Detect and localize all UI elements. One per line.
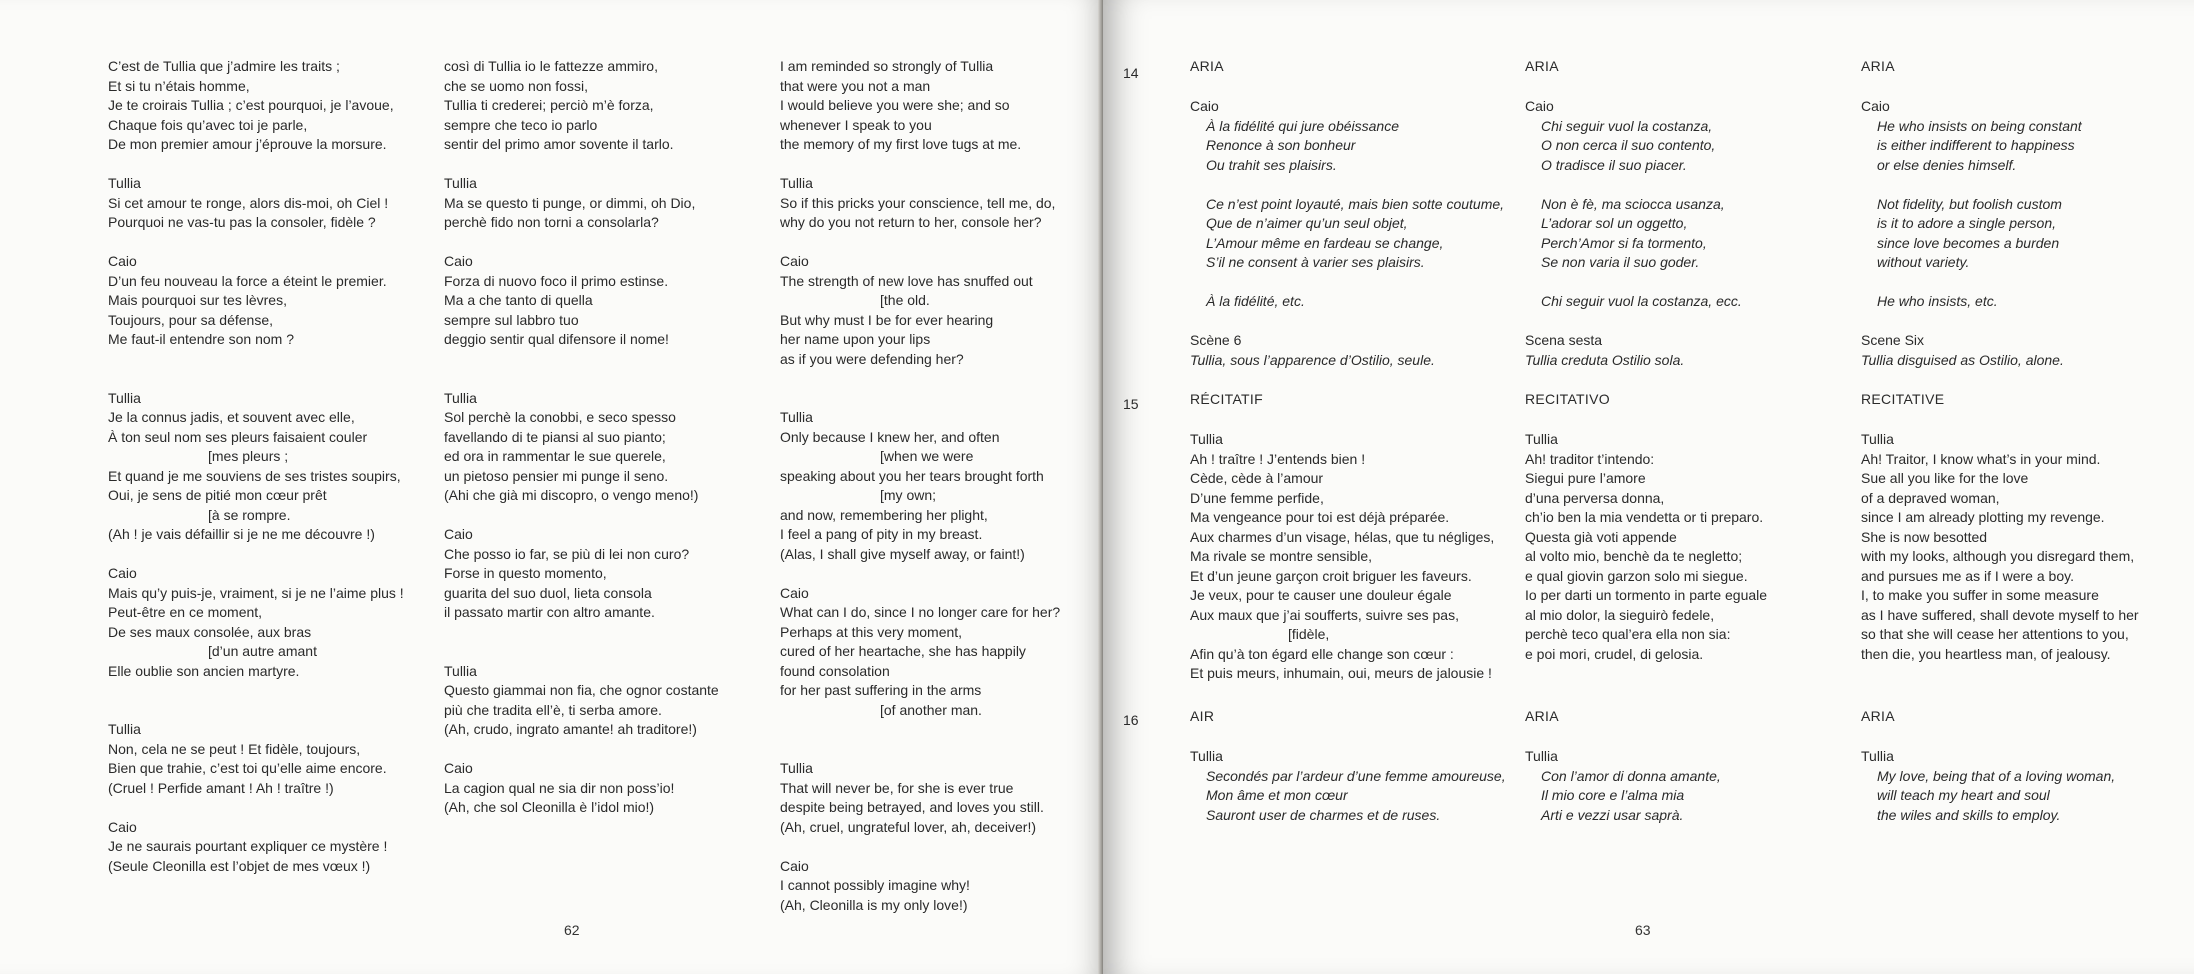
verse-line: despite being betrayed, and loves you still. xyxy=(780,799,1044,815)
verse-line: What can I do, since I no longer care for her? xyxy=(780,604,1061,620)
verse-line: Mais pourquoi sur tes lèvres, xyxy=(108,292,287,308)
verse-line: Pourquoi ne vas-tu pas la consoler, fidèle ? xyxy=(108,214,376,230)
scene-title: Scène 6 xyxy=(1190,332,1242,348)
verse-line: Forza di nuovo foco il primo estinse. xyxy=(444,272,669,289)
verse-line: Only because I knew her, and often xyxy=(780,428,1000,445)
aria-heading: ARIA xyxy=(1861,58,1895,74)
scene-direction: Tullia disguised as Ostilio, alone. xyxy=(1861,351,2064,368)
verse-line: (Alas, I shall give myself away, or faint!) xyxy=(780,545,1025,562)
recitative-line: with my looks, although you disregard them, xyxy=(1861,548,2135,564)
recitative-line: e qual giovin garzon solo mi siegue. xyxy=(1525,567,1748,584)
text-block xyxy=(1861,747,2115,825)
speaker-name: Caio xyxy=(444,253,473,269)
aria-reprise: À la fidélité, etc. xyxy=(1206,293,1305,309)
verse-line: più che tradita ell’è, ti serba amore. xyxy=(444,701,662,718)
spacer xyxy=(444,155,719,175)
speaker-name: Tullia xyxy=(780,175,813,191)
spacer xyxy=(444,506,719,526)
verse-line: So if this pricks your conscience, tell me, do, xyxy=(780,194,1056,211)
verse-line: Je ne saurais pourtant expliquer ce mystère ! xyxy=(108,838,388,854)
verse-line: (Ah, cruel, ungrateful lover, ah, deceiver!) xyxy=(780,818,1037,835)
track-number-15: 15 xyxy=(1123,396,1139,412)
speaker-name: Tullia xyxy=(108,175,141,191)
air-heading: AIR xyxy=(1190,708,1215,724)
spacer xyxy=(108,155,404,175)
verse-line: La cagion qual ne sia dir non poss’io! xyxy=(444,779,675,796)
spacer xyxy=(108,350,404,370)
recitative-line: I, to make you suffer in some measure xyxy=(1861,587,2099,603)
aria-verse-line: Ce n’est point loyauté, mais bien sotte coutume, xyxy=(1206,195,1505,212)
speaker-name: Caio xyxy=(780,584,809,601)
recitative-line: Et puis meurs, inhumain, oui, meurs de jalousie ! xyxy=(1190,665,1492,681)
spacer xyxy=(1190,273,1504,293)
verse-line: Bien que trahie, c’est toi qu’elle aime encore. xyxy=(108,760,387,776)
speaker-name: Caio xyxy=(780,857,809,874)
aria-heading: ARIA xyxy=(1190,58,1224,74)
spacer xyxy=(780,233,1060,253)
recitative-line: Sue all you like for the love xyxy=(1861,470,2029,486)
recitative-line: Ah! traditor t’intendo: xyxy=(1525,450,1655,467)
recitative-line: Je veux, pour te causer une douleur égale xyxy=(1190,587,1452,603)
verse-line: Forse in questo momento, xyxy=(444,565,607,581)
verse-line: [d’un autre amant xyxy=(208,643,317,659)
verse-line: Che posso io far, se più di lei non curo? xyxy=(444,545,690,562)
verse-line: Ma se questo ti punge, or dimmi, oh Dio, xyxy=(444,194,696,211)
verse-line: I am reminded so strongly of Tullia xyxy=(780,58,994,74)
verse-line: That will never be, for she is ever true xyxy=(780,779,1014,796)
aria-verse-line: Se non varia il suo goder. xyxy=(1541,254,1700,270)
verse-line: Toujours, pour sa défense, xyxy=(108,311,273,328)
verse-line: Je te croirais Tullia ; c’est pourquoi, je l’avoue, xyxy=(108,97,394,113)
air-speaker: Tullia xyxy=(1525,748,1558,764)
aria-verse-line: Ou trahit ses plaisirs. xyxy=(1206,156,1337,173)
aria-verse-line: or else denies himself. xyxy=(1877,156,2017,173)
air-verse-line: will teach my heart and soul xyxy=(1877,787,2050,803)
aria-verse-line: Renonce à son bonheur xyxy=(1206,137,1356,153)
text-block xyxy=(1525,97,1742,312)
verse-line: sentir del primo amor sovente il tarlo. xyxy=(444,136,674,152)
verse-line: (Ah, Cleonilla is my only love!) xyxy=(780,896,968,913)
text-block xyxy=(1525,331,1684,370)
french-column xyxy=(108,57,404,876)
verse-line: [when we were xyxy=(880,448,974,464)
spacer xyxy=(444,350,719,370)
text-block xyxy=(1525,747,1721,825)
verse-line: Oui, je sens de pitié mon cœur prêt xyxy=(108,487,327,503)
recitative-line: Ah! Traitor, I know what’s in your mind. xyxy=(1861,450,2101,467)
air-verse-line: Con l’amor di donna amante, xyxy=(1541,767,1721,784)
aria-verse-line: O non cerca il suo contento, xyxy=(1541,137,1716,153)
verse-line: (Ah ! je vais défaillir si je ne me découvre !) xyxy=(108,526,375,542)
text-block xyxy=(1190,331,1435,370)
verse-line: [the old. xyxy=(880,292,930,308)
speaker-name: Caio xyxy=(444,760,473,776)
scene-direction: Tullia creduta Ostilio sola. xyxy=(1525,351,1685,368)
aria-verse-line: Non è fè, ma sciocca usanza, xyxy=(1541,195,1725,212)
verse-line: found consolation xyxy=(780,662,890,679)
spacer xyxy=(1861,273,2082,293)
aria-verse-line: Perch’Amor si fa tormento, xyxy=(1541,234,1707,251)
recitative-line: al volto mio, benchè da te negletto; xyxy=(1525,548,1743,564)
aria-heading: ARIA xyxy=(1525,58,1559,74)
verse-line: [my own; xyxy=(880,487,937,503)
recitative-line: and pursues me as if I were a boy. xyxy=(1861,567,2074,584)
verse-line: [mes pleurs ; xyxy=(208,448,289,464)
spacer xyxy=(780,369,1060,389)
verse-line: D’un feu nouveau la force a éteint le premier. xyxy=(108,272,387,289)
speaker-name: Tullia xyxy=(780,409,813,425)
text-block xyxy=(1861,97,2082,312)
recitative-line: D’une femme perfide, xyxy=(1190,489,1324,506)
verse-line: why do you not return to her, console her? xyxy=(780,214,1042,230)
aria-speaker: Caio xyxy=(1861,98,1890,114)
spacer xyxy=(108,369,404,389)
verse-line: Et quand je me souviens de ses tristes soupirs, xyxy=(108,467,401,484)
recitative-line: [fidèle, xyxy=(1288,626,1330,642)
speaker-name: Caio xyxy=(108,565,137,581)
verse-line: À ton seul nom ses pleurs faisaient couler xyxy=(108,428,368,445)
spacer xyxy=(108,233,404,253)
air-verse-line: Il mio core e l’alma mia xyxy=(1541,787,1685,803)
recitative-line: e poi mori, crudel, di gelosia. xyxy=(1525,645,1704,662)
spacer xyxy=(444,740,719,760)
text-block xyxy=(1190,97,1504,312)
speaker-name: Caio xyxy=(108,253,137,269)
spacer xyxy=(108,701,404,721)
verse-line: sempre che teco io parlo xyxy=(444,116,598,133)
aria-verse-line: L’adorar sol un oggetto, xyxy=(1541,215,1688,231)
verse-line: ed ora in rammentar le sue querele, xyxy=(444,448,666,464)
verse-line: il passato martir con altro amante. xyxy=(444,604,655,620)
scene-title: Scene Six xyxy=(1861,332,1925,348)
verse-line: (Ahi che già mi discopro, o vengo meno!) xyxy=(444,487,699,503)
verse-line: guarita del suo duol, lieta consola xyxy=(444,584,652,601)
air-heading: ARIA xyxy=(1525,708,1559,724)
recitative-line: perchè teco qual’era ella non sia: xyxy=(1525,626,1731,642)
recitative-line: of a depraved woman, xyxy=(1861,489,2000,506)
spacer xyxy=(1190,175,1504,195)
verse-line: (Cruel ! Perfide amant ! Ah ! traître !) xyxy=(108,779,334,796)
scene-title: Scena sesta xyxy=(1525,332,1603,348)
aria-verse-line: O tradisce il suo piacer. xyxy=(1541,156,1687,173)
english-column xyxy=(780,57,1060,915)
recitative-line: Afin qu’à ton égard elle change son cœur : xyxy=(1190,645,1454,662)
verse-line: Tullia ti crederei; perciò m’è forza, xyxy=(444,97,654,113)
verse-line: che se uomo non fossi, xyxy=(444,77,588,94)
recitative-line: as I have suffered, shall devote myself to her xyxy=(1861,606,2139,623)
air-verse-line: Arti e vezzi usar saprà. xyxy=(1541,806,1684,823)
text-block xyxy=(1861,430,2139,664)
verse-line: così di Tullia io le fattezze ammiro, xyxy=(444,58,658,74)
recitative-line: Ah ! traître ! J’entends bien ! xyxy=(1190,450,1366,467)
verse-line: Perhaps at this very moment, xyxy=(780,623,963,640)
recitative-line: She is now besotted xyxy=(1861,528,1988,545)
recitative-line: Io per darti un tormento in parte eguale xyxy=(1525,587,1768,603)
verse-line: [à se rompre. xyxy=(208,506,291,523)
page-number-right: 63 xyxy=(1635,922,1651,938)
spacer xyxy=(1525,175,1742,195)
aria-verse-line: Que de n’aimer qu’un seul objet, xyxy=(1206,215,1408,231)
verse-line: Questo giammai non fia, che ognor costante xyxy=(444,682,719,698)
spacer xyxy=(444,642,719,662)
spacer xyxy=(1525,273,1742,293)
verse-line: De mon premier amour j’éprouve la morsure. xyxy=(108,136,387,152)
spacer xyxy=(444,623,719,643)
verse-line: Ma a che tanto di quella xyxy=(444,292,593,308)
recitative-line: since I am already plotting my revenge. xyxy=(1861,509,2105,525)
air-verse-line: My love, being that of a loving woman, xyxy=(1877,767,2116,784)
recitative-line: so that she will cease her attentions to you, xyxy=(1861,626,2129,642)
spacer xyxy=(444,369,719,389)
aria-verse-line: À la fidélité qui jure obéissance xyxy=(1206,117,1400,134)
page-number-left: 62 xyxy=(564,922,580,938)
speaker-name: Tullia xyxy=(444,389,477,406)
spacer xyxy=(108,545,404,565)
verse-line: Chaque fois qu’avec toi je parle, xyxy=(108,116,308,133)
verse-line: Elle oublie son ancien martyre. xyxy=(108,662,300,679)
verse-line: Sol perchè la conobbi, e seco spesso xyxy=(444,409,676,425)
verse-line: as if you were defending her? xyxy=(780,350,964,367)
recitative-line: Et d’un jeune garçon croit briguer les faveurs. xyxy=(1190,567,1472,584)
aria-verse-line: L’Amour même en fardeau se change, xyxy=(1206,234,1444,251)
recitative-speaker: Tullia xyxy=(1190,431,1223,447)
verse-line: un pietoso pensier mi punge il seno. xyxy=(444,467,669,484)
verse-line: Non, cela ne se peut ! Et fidèle, toujours, xyxy=(108,740,361,757)
speaker-name: Caio xyxy=(780,253,809,269)
recitative-line: then die, you heartless man, of jealousy. xyxy=(1861,645,2111,662)
aria-verse-line: Chi seguir vuol la costanza, xyxy=(1541,117,1713,134)
recitative-line: al mio dolor, la sieguirò fedele, xyxy=(1525,606,1715,623)
spacer xyxy=(780,389,1060,409)
verse-line: cured of her heartache, she has happily xyxy=(780,643,1026,659)
speaker-name: Tullia xyxy=(780,760,813,776)
aria-verse-line: Not fidelity, but foolish custom xyxy=(1877,195,2062,212)
recitative-speaker: Tullia xyxy=(1861,431,1894,447)
track-number-14: 14 xyxy=(1123,65,1139,81)
speaker-name: Caio xyxy=(444,526,473,542)
speaker-name: Caio xyxy=(108,818,137,835)
spacer xyxy=(444,233,719,253)
aria-verse-line: without variety. xyxy=(1877,254,1970,270)
verse-line: I cannot possibly imagine why! xyxy=(780,877,970,893)
verse-line: The strength of new love has snuffed out xyxy=(780,272,1033,289)
recitative-line: Aux maux que j’ai soufferts, suivre ses pas, xyxy=(1190,606,1459,623)
aria-verse-line: is either indifferent to happiness xyxy=(1877,137,2075,153)
text-block xyxy=(1861,331,2064,370)
spacer xyxy=(108,681,404,701)
air-heading: ARIA xyxy=(1861,708,1895,724)
spacer xyxy=(780,740,1060,760)
verse-line: perchè fido non torni a consolarla? xyxy=(444,214,659,230)
verse-line: C’est de Tullia que j’admire les traits ; xyxy=(108,58,340,74)
air-speaker: Tullia xyxy=(1861,748,1894,764)
aria-speaker: Caio xyxy=(1525,98,1554,114)
recitative-line: Questa già voti appende xyxy=(1525,528,1677,545)
aria-verse-line: He who insists on being constant xyxy=(1877,117,2082,134)
verse-line: Et si tu n’étais homme, xyxy=(108,77,250,94)
verse-line: Je la connus jadis, et souvent avec elle, xyxy=(108,409,355,425)
spacer xyxy=(780,837,1060,857)
aria-verse-line: is it to adore a single person, xyxy=(1877,215,2056,231)
verse-line: and now, remembering her plight, xyxy=(780,506,988,523)
spacer xyxy=(780,155,1060,175)
verse-line: the memory of my first love tugs at me. xyxy=(780,136,1022,152)
verse-line: whenever I speak to you xyxy=(780,116,932,133)
verse-line: De ses maux consolée, aux bras xyxy=(108,623,312,640)
verse-line: Si cet amour te ronge, alors dis-moi, oh Ciel ! xyxy=(108,194,389,211)
speaker-name: Tullia xyxy=(444,662,477,679)
speaker-name: Tullia xyxy=(108,389,141,406)
spacer xyxy=(780,564,1060,584)
verse-line: (Seule Cleonilla est l’objet de mes vœux !) xyxy=(108,857,371,874)
speaker-name: Tullia xyxy=(444,175,477,191)
spacer xyxy=(108,798,404,818)
aria-reprise: He who insists, etc. xyxy=(1877,293,1998,309)
recitative-line: Ma vengeance pour toi est déjà préparée. xyxy=(1190,509,1450,525)
spacer xyxy=(780,720,1060,740)
verse-line: that were you not a man xyxy=(780,77,931,94)
recitative-heading: RECITATIVE xyxy=(1861,391,1945,407)
verse-line: speaking about you her tears brought forth xyxy=(780,467,1044,484)
verse-line: I would believe you were she; and so xyxy=(780,97,1010,113)
air-verse-line: Secondés par l’ardeur d’une femme amoureuse, xyxy=(1206,767,1506,784)
recitative-line: ch’io ben la mia vendetta or ti preparo. xyxy=(1525,509,1764,525)
aria-verse-line: since love becomes a burden xyxy=(1877,234,2060,251)
text-block xyxy=(1190,430,1494,684)
recitative-heading: RECITATIVO xyxy=(1525,391,1610,407)
air-verse-line: Sauront user de charmes et de ruses. xyxy=(1206,806,1441,823)
verse-line: deggio sentir qual difensore il nome! xyxy=(444,331,669,347)
verse-line: Peut-être en ce moment, xyxy=(108,604,263,620)
verse-line: But why must I be for ever hearing xyxy=(780,311,994,328)
verse-line: (Ah, crudo, ingrato amante! ah traditore!) xyxy=(444,721,697,737)
recitative-line: Cède, cède à l’amour xyxy=(1190,470,1324,486)
speaker-name: Tullia xyxy=(108,721,141,737)
verse-line: (Ah, che sol Cleonilla è l’idol mio!) xyxy=(444,799,655,815)
aria-verse-line: S’il ne consent à varier ses plaisirs. xyxy=(1206,254,1425,270)
aria-speaker: Caio xyxy=(1190,98,1219,114)
verse-line: her name upon your lips xyxy=(780,331,931,347)
scene-direction: Tullia, sous l’apparence d’Ostilio, seule. xyxy=(1190,351,1435,368)
verse-line: favellando di te piansi al suo pianto; xyxy=(444,428,666,445)
recitative-line: Ma rivale se montre sensible, xyxy=(1190,548,1373,564)
text-block xyxy=(1525,430,1767,664)
verse-line: [of another man. xyxy=(880,701,982,718)
verse-line: for her past suffering in the arms xyxy=(780,682,982,698)
spacer xyxy=(1861,175,2082,195)
recitative-speaker: Tullia xyxy=(1525,431,1558,447)
recitative-line: Aux charmes d’un visage, hélas, que tu négliges, xyxy=(1190,528,1495,545)
text-block xyxy=(1190,747,1506,825)
recitative-heading: RÉCITATIF xyxy=(1190,391,1263,407)
track-number-16: 16 xyxy=(1123,712,1139,728)
verse-line: Mais qu’y puis-je, vraiment, si je ne l’aime plus ! xyxy=(108,584,404,601)
verse-line: Me faut-il entendre son nom ? xyxy=(108,331,294,347)
air-verse-line: Mon âme et mon cœur xyxy=(1206,787,1348,803)
aria-reprise: Chi seguir vuol la costanza, ecc. xyxy=(1541,293,1742,309)
air-verse-line: the wiles and skills to employ. xyxy=(1877,806,2061,823)
right-page xyxy=(1103,0,2194,974)
recitative-line: Siegui pure l’amore xyxy=(1525,470,1646,486)
verse-line: I feel a pang of pity in my breast. xyxy=(780,526,983,542)
air-speaker: Tullia xyxy=(1190,748,1223,764)
verse-line: sempre sul labbro tuo xyxy=(444,311,579,328)
italian-column xyxy=(444,57,719,818)
recitative-line: d’una perversa donna, xyxy=(1525,489,1665,506)
